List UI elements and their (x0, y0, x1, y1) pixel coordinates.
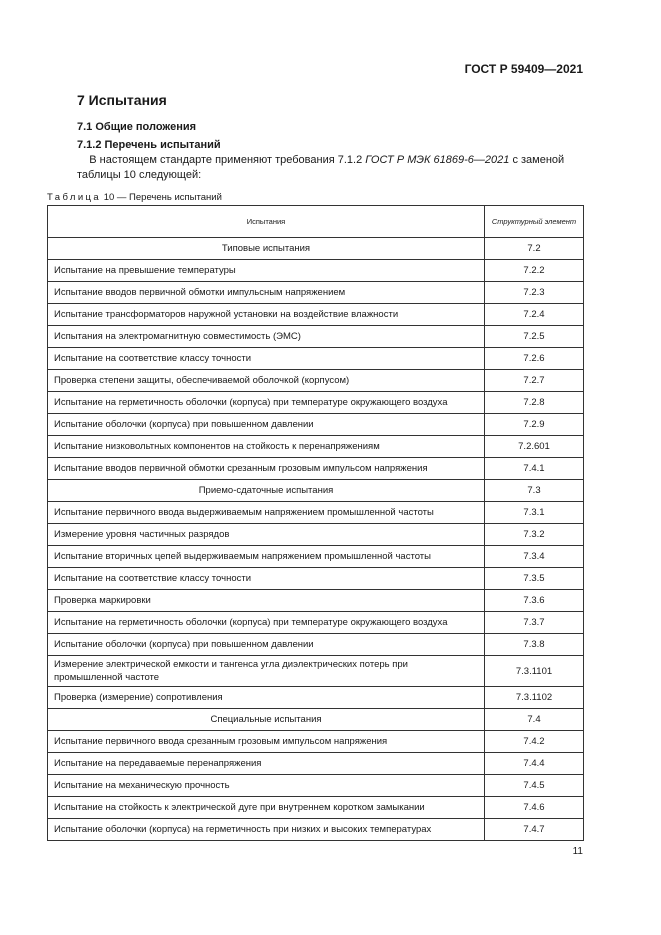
structural-element-cell: 7.2.6 (485, 348, 584, 370)
table-row (48, 392, 584, 414)
structural-element-cell: 7.2.9 (485, 414, 584, 436)
table-row (48, 414, 584, 436)
test-name-cell: Типовые испытания (48, 238, 485, 260)
table-row (48, 634, 584, 656)
table-row (48, 546, 584, 568)
test-name-cell: Испытание на соответствие классу точности (48, 568, 485, 590)
table-row (48, 304, 584, 326)
test-name-cell: Специальные испытания (48, 709, 485, 731)
test-name-cell: Проверка (измерение) сопротивления (48, 687, 485, 709)
table-row (48, 458, 584, 480)
test-name-cell: Испытание низковольтных компонентов на стойкость к перенапряжениям (48, 436, 485, 458)
col-header-tests: Испытания (48, 206, 485, 238)
table-group-row (48, 480, 584, 502)
test-name-cell: Испытания на электромагнитную совместимость (ЭМС) (48, 326, 485, 348)
structural-element-cell: 7.3.5 (485, 568, 584, 590)
subsection-heading-general: 7.1 Общие положения (77, 121, 197, 133)
subsection-heading-test-list: 7.1.2 Перечень испытаний (77, 139, 221, 151)
table-group-row (48, 709, 584, 731)
table-row (48, 775, 584, 797)
structural-element-cell: 7.3.7 (485, 612, 584, 634)
standard-reference: ГОСТ Р МЭК 61869-6—2021 (365, 154, 510, 166)
intro-paragraph (77, 153, 583, 183)
structural-element-cell: 7.2.7 (485, 370, 584, 392)
test-name-cell: Испытание первичного ввода срезанным грозовым импульсом напряжения (48, 731, 485, 753)
structural-element-cell: 7.4 (485, 709, 584, 731)
test-name-cell: Испытание на герметичность оболочки (корпуса) при температуре окружающего воздуха (48, 612, 485, 634)
structural-element-cell: 7.4.2 (485, 731, 584, 753)
caption-label: Таблица (47, 192, 102, 203)
test-name-cell: Испытание вторичных цепей выдерживаемым напряжением промышленной частоты (48, 546, 485, 568)
test-name-cell: Измерение уровня частичных разрядов (48, 524, 485, 546)
table-header-row (48, 206, 584, 238)
test-name-cell: Проверка маркировки (48, 590, 485, 612)
table-row (48, 687, 584, 709)
table-row (48, 260, 584, 282)
section-title: 7 Испытания (77, 92, 167, 108)
structural-element-cell: 7.4.4 (485, 753, 584, 775)
test-name-cell: Испытание трансформаторов наружной установки на воздействие влажности (48, 304, 485, 326)
table-row (48, 753, 584, 775)
structural-element-cell: 7.2.3 (485, 282, 584, 304)
test-name-cell: Испытание вводов первичной обмотки импульсным напряжением (48, 282, 485, 304)
page-number: 11 (572, 846, 583, 857)
structural-element-cell: 7.2.4 (485, 304, 584, 326)
tests-table (47, 205, 584, 841)
table-row (48, 568, 584, 590)
table-row (48, 436, 584, 458)
table-row (48, 524, 584, 546)
table-row (48, 326, 584, 348)
para-text-end: с заменой таблицы 10 следующей: (77, 154, 565, 181)
test-name-cell: Испытание на механическую прочность (48, 775, 485, 797)
test-name-cell: Измерение электрической емкости и тангенса угла диэлектрических потерь при промышленной частоте (48, 656, 485, 687)
caption-text: 10 — Перечень испытаний (103, 192, 222, 203)
structural-element-cell: 7.3.1102 (485, 687, 584, 709)
structural-element-cell: 7.4.6 (485, 797, 584, 819)
test-name-cell: Приемо-сдаточные испытания (48, 480, 485, 502)
test-name-cell: Испытание вводов первичной обмотки срезанным грозовым импульсом напряжения (48, 458, 485, 480)
test-name-cell: Испытание на превышение температуры (48, 260, 485, 282)
para-text-start: В настоящем стандарте применяют требования 7.1.2 (89, 154, 366, 166)
table-row (48, 731, 584, 753)
test-name-cell: Испытание на передаваемые перенапряжения (48, 753, 485, 775)
test-name-cell: Испытание оболочки (корпуса) при повышенном давлении (48, 414, 485, 436)
test-name-cell: Испытание оболочки (корпуса) на герметичность при низких и высоких температурах (48, 819, 485, 841)
structural-element-cell: 7.2 (485, 238, 584, 260)
structural-element-cell: 7.3 (485, 480, 584, 502)
structural-element-cell: 7.3.2 (485, 524, 584, 546)
test-name-cell: Испытание на соответствие классу точности (48, 348, 485, 370)
structural-element-cell: 7.3.8 (485, 634, 584, 656)
table-row (48, 656, 584, 687)
table-row (48, 590, 584, 612)
table-caption (47, 192, 222, 203)
col-header-structural-element: Структурный элемент (485, 206, 584, 238)
structural-element-cell: 7.2.2 (485, 260, 584, 282)
test-name-cell: Испытание первичного ввода выдерживаемым напряжением промышленной частоты (48, 502, 485, 524)
table-row (48, 819, 584, 841)
table-row (48, 370, 584, 392)
structural-element-cell: 7.3.1101 (485, 656, 584, 687)
table-row (48, 348, 584, 370)
table-body (48, 238, 584, 841)
document-id: ГОСТ Р 59409—2021 (464, 62, 583, 76)
test-name-cell: Испытание оболочки (корпуса) при повышенном давлении (48, 634, 485, 656)
structural-element-cell: 7.2.601 (485, 436, 584, 458)
test-name-cell: Испытание на стойкость к электрической дуге при внутреннем коротком замыкании (48, 797, 485, 819)
table-row (48, 797, 584, 819)
table-row (48, 282, 584, 304)
structural-element-cell: 7.3.1 (485, 502, 584, 524)
structural-element-cell: 7.2.5 (485, 326, 584, 348)
structural-element-cell: 7.4.5 (485, 775, 584, 797)
test-name-cell: Проверка степени защиты, обеспечиваемой оболочкой (корпусом) (48, 370, 485, 392)
structural-element-cell: 7.2.8 (485, 392, 584, 414)
structural-element-cell: 7.4.7 (485, 819, 584, 841)
test-name-cell: Испытание на герметичность оболочки (корпуса) при температуре окружающего воздуха (48, 392, 485, 414)
structural-element-cell: 7.3.6 (485, 590, 584, 612)
structural-element-cell: 7.3.4 (485, 546, 584, 568)
structural-element-cell: 7.4.1 (485, 458, 584, 480)
table-row (48, 502, 584, 524)
table-group-row (48, 238, 584, 260)
table-row (48, 612, 584, 634)
